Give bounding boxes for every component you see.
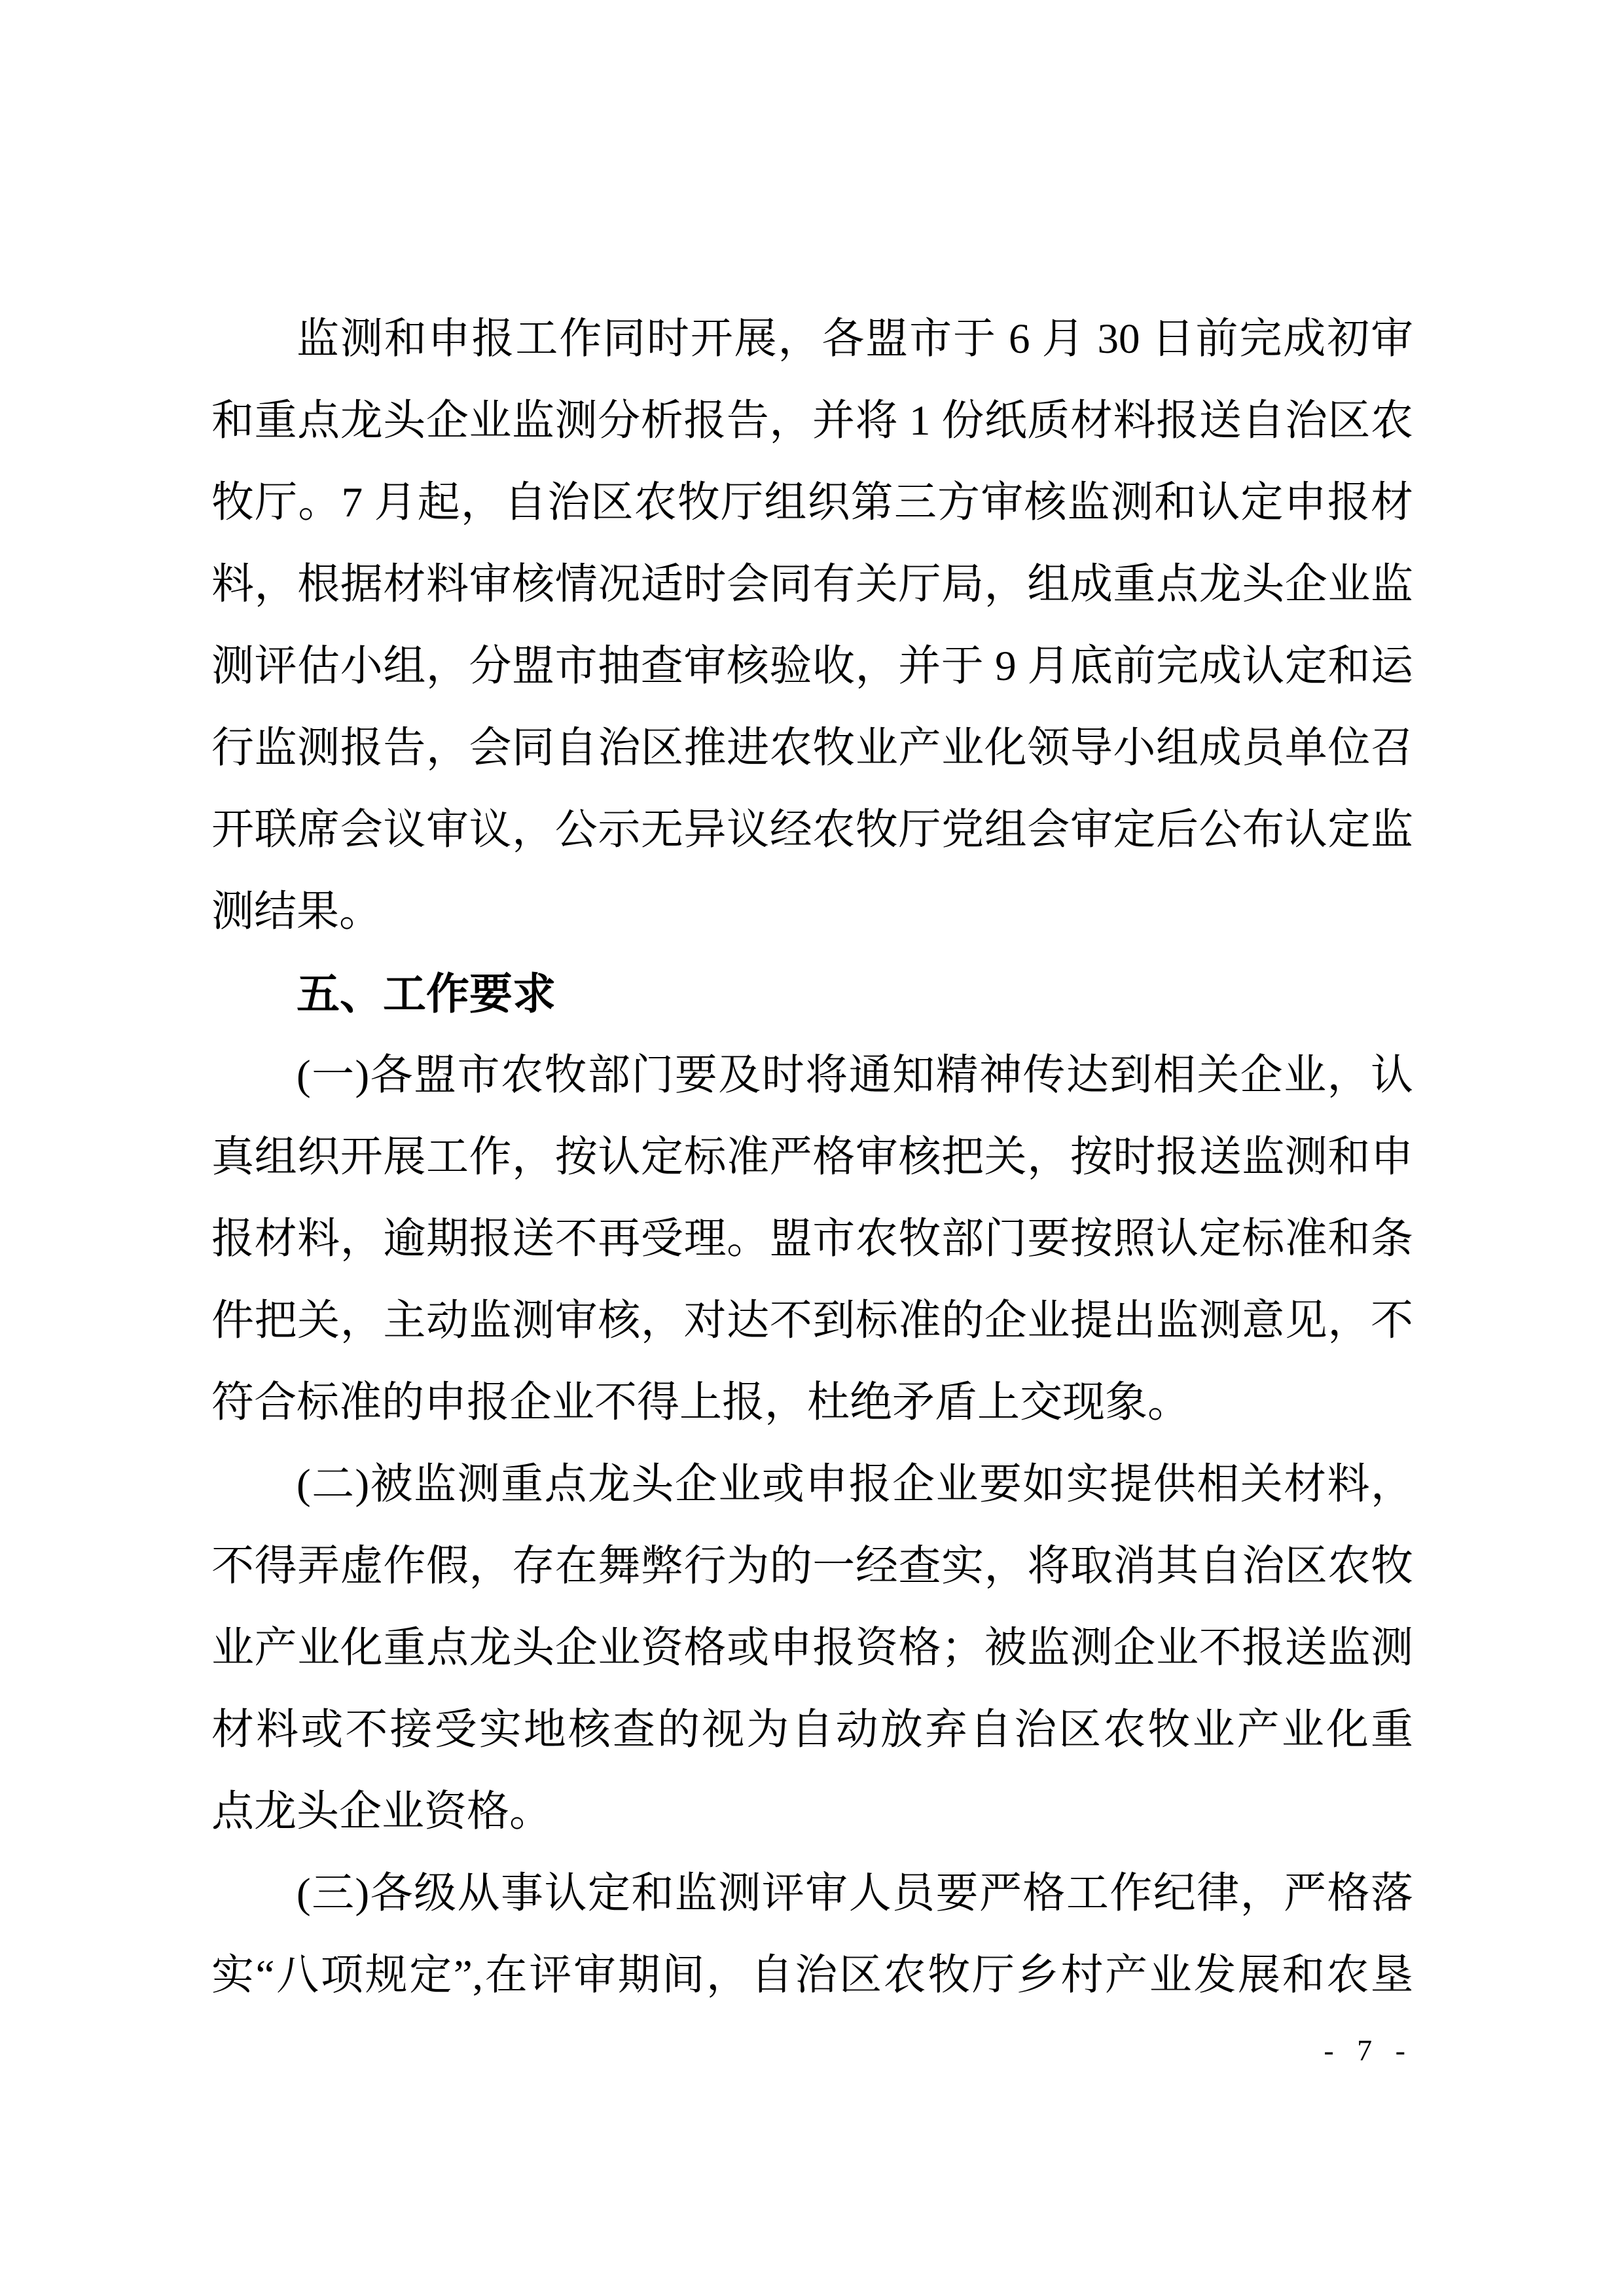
- document-body: [211, 298, 1413, 2017]
- paragraph-line: 报材料，逾期报送不再受理。盟市农牧部门要按照认定标准和条: [211, 1215, 1413, 1263]
- page-number: - 7 -: [1324, 2034, 1413, 2067]
- paragraph-line: 监测和申报工作同时开展，各盟市于 6 月 30 日前完成初审: [297, 315, 1413, 363]
- paragraph-line: 不得弄虚作假，存在舞弊行为的一经查实，将取消其自治区农牧: [211, 1543, 1413, 1590]
- paragraph-line: 测结果。: [211, 888, 382, 935]
- paragraph-line: 料，根据材料审核情况适时会同有关厅局，组成重点龙头企业监: [211, 561, 1413, 608]
- paragraph-line: 材料或不接受实地核查的视为自动放弃自治区农牧业产业化重: [211, 1706, 1413, 1753]
- paragraph-line: 行监测报告，会同自治区推进农牧业产业化领导小组成员单位召: [211, 725, 1413, 772]
- paragraph-line: 实“八项规定”,在评审期间，自治区农牧厅乡村产业发展和农垦: [211, 1952, 1413, 1999]
- paragraph-line: 真组织开展工作，按认定标准严格审核把关，按时报送监测和申: [211, 1134, 1413, 1181]
- paragraph-line: 和重点龙头企业监测分析报告，并将 1 份纸质材料报送自治区农: [211, 397, 1413, 444]
- paragraph-line: 件把关，主动监测审核，对达不到标准的企业提出监测意见，不: [211, 1297, 1413, 1344]
- paragraph-line: 业产业化重点龙头企业资格或申报资格；被监测企业不报送监测: [211, 1624, 1413, 1672]
- paragraph-line: 符合标准的申报企业不得上报，杜绝矛盾上交现象。: [211, 1379, 1191, 1426]
- section-heading: 五、工作要求: [297, 969, 556, 1019]
- paragraph-line: 开联席会议审议，公示无异议经农牧厅党组会审定后公布认定监: [211, 806, 1413, 853]
- paragraph-line: 点龙头企业资格。: [211, 1788, 552, 1835]
- paragraph-line: (二)被监测重点龙头企业或申报企业要如实提供相关材料，: [297, 1461, 1413, 1508]
- paragraph-line: (三)各级从事认定和监测评审人员要严格工作纪律，严格落: [297, 1870, 1413, 1917]
- paragraph-line: 测评估小组，分盟市抽查审核验收，并于 9 月底前完成认定和运: [211, 643, 1413, 690]
- paragraph-line: 牧厅。7 月起，自治区农牧厅组织第三方审核监测和认定申报材: [211, 479, 1413, 526]
- paragraph-line: (一)各盟市农牧部门要及时将通知精神传达到相关企业，认: [297, 1052, 1413, 1099]
